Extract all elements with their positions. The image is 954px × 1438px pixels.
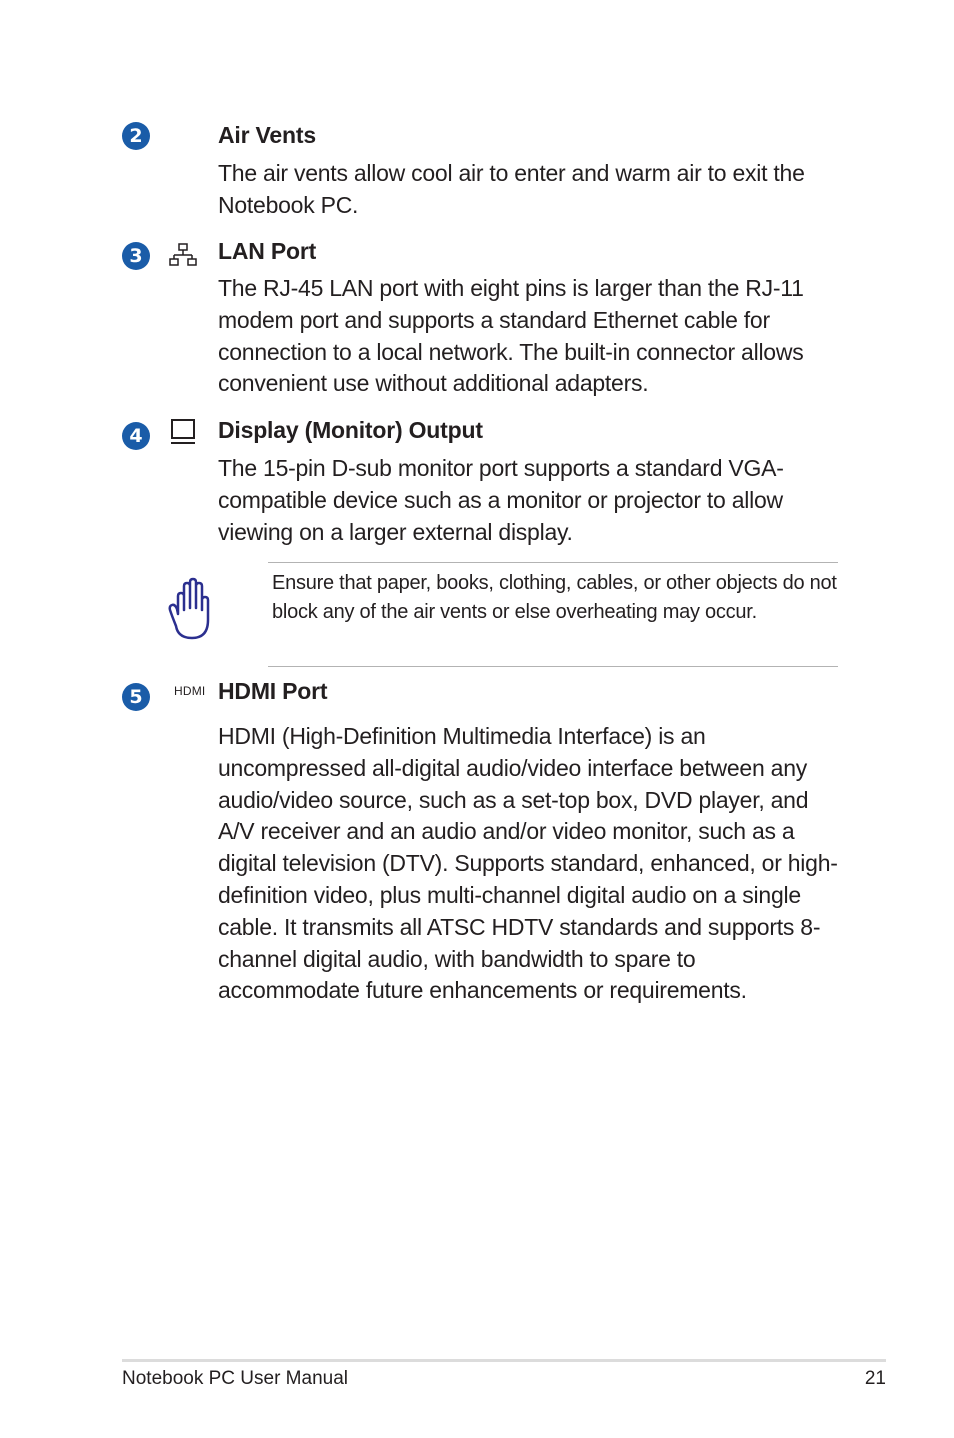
section-body: The 15-pin D-sub monitor port supports a standard VGA-compatible device such as a monitor or projector to allow viewing on a larger external display. [218,455,784,545]
footer-rule [122,1359,886,1362]
lan-icon [168,242,200,273]
section-body: The RJ-45 LAN port with eight pins is larger than the RJ-11 modem port and supports a standard Ethernet cable for connection to a local network. The built-in connector allows convenient use without additional adapters. [218,275,804,397]
section-number-badge: 5 [122,683,150,711]
section-body: The air vents allow cool air to enter and warm air to exit the Notebook PC. [218,160,805,218]
section-title: Display (Monitor) Output [218,417,483,443]
section-body: HDMI (High-Definition Multimedia Interface) is an uncompressed all-digital audio/video interface between any audio/video source, such as a set-top box, DVD player, and A/V receiver and an audio and/or video monitor, such as a digital television (DTV). Supports standard, enhanced, or high-definition video, plus multi-channel digital audio on a single cable. It transmits all ATSC HDTV standards and supports 8-channel digital audio, with bandwidth to spare to accommodate future enhancements or requirements. [218,723,838,1004]
note-top-rule [268,562,838,563]
section-number-badge: 4 [122,422,150,450]
section-title: HDMI Port [218,678,328,704]
monitor-icon [168,418,200,451]
note-bottom-rule [268,666,838,667]
hdmi-icon: HDMI [174,684,206,698]
page-number: 21 [864,1368,886,1389]
section-title: Air Vents [218,122,316,148]
section-number-badge: 2 [122,122,150,150]
hand-stop-icon [168,576,216,647]
footer-title: Notebook PC User Manual [122,1368,348,1389]
section-number-badge: 3 [122,242,150,270]
section-title: LAN Port [218,238,317,264]
note-text: Ensure that paper, books, clothing, cables, or other objects do not block any of the air vents or else overheating may occur. [272,572,837,623]
